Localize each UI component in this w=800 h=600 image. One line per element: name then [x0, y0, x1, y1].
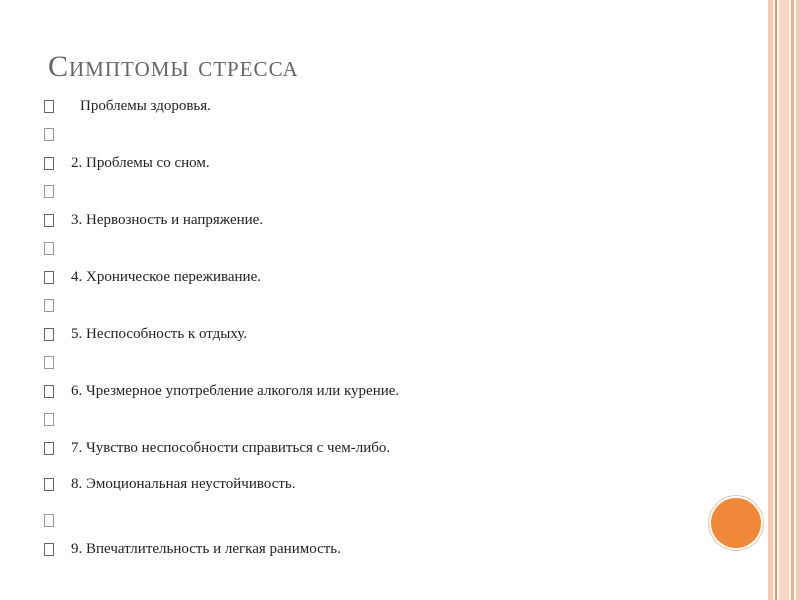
bullet-icon: [44, 214, 54, 227]
bullet-icon: [44, 100, 54, 113]
bullet-icon: [44, 356, 54, 369]
bullet-icon: [44, 128, 54, 141]
bullet-icon: [44, 242, 54, 255]
decorative-stripe: [779, 0, 789, 600]
slide-title: Симптомы стресса: [48, 50, 299, 84]
list-item-text: 2. Проблемы со сном.: [71, 154, 210, 171]
list-item: [44, 507, 704, 536]
list-item: [44, 377, 704, 406]
symptom-list: [44, 92, 704, 564]
decorative-orange-circle: [711, 498, 761, 548]
bullet-icon: [44, 385, 54, 398]
list-item-text: 6. Чрезмерное употребление алкоголя или курение.: [71, 382, 400, 399]
list-item: [44, 92, 704, 121]
bullet-icon: [44, 442, 54, 455]
list-item-text: 9. Впечатлительность и легкая ранимость.: [71, 540, 341, 557]
list-item: [44, 320, 704, 349]
bullet-icon: [44, 514, 54, 527]
bullet-icon: [44, 328, 54, 341]
list-item-text: 8. Эмоциональная неустойчивость.: [71, 476, 296, 492]
bullet-icon: [44, 157, 54, 170]
decorative-stripe: [768, 0, 773, 600]
decorative-stripe: [791, 0, 794, 600]
list-item: [44, 406, 704, 435]
decorative-stripe: [775, 0, 777, 600]
list-item-text: 3. Нервозность и напряжение.: [71, 211, 264, 228]
list-item: [44, 349, 704, 378]
list-item-text: Проблемы здоровья.: [80, 97, 211, 114]
bullet-icon: [44, 413, 54, 426]
list-item: [44, 292, 704, 321]
list-item-text: 5. Неспособность к отдыху.: [71, 325, 248, 342]
bullet-icon: [44, 478, 54, 491]
list-item: [44, 263, 704, 292]
list-item-text: 7. Чувство неспособности справиться с чем-либо.: [71, 439, 391, 456]
bullet-icon: [44, 543, 54, 556]
list-item: [44, 121, 704, 150]
bullet-icon: [44, 185, 54, 198]
list-item: [44, 178, 704, 207]
decorative-stripe: [796, 0, 800, 600]
list-item: [44, 235, 704, 264]
bullet-icon: [44, 271, 54, 284]
list-item-text: 4. Хроническое переживание.: [71, 268, 261, 285]
list-item: [44, 535, 704, 564]
bullet-icon: [44, 299, 54, 312]
list-item: [44, 434, 704, 463]
list-item: [44, 149, 704, 178]
list-item: [44, 463, 704, 507]
list-item: [44, 206, 704, 235]
